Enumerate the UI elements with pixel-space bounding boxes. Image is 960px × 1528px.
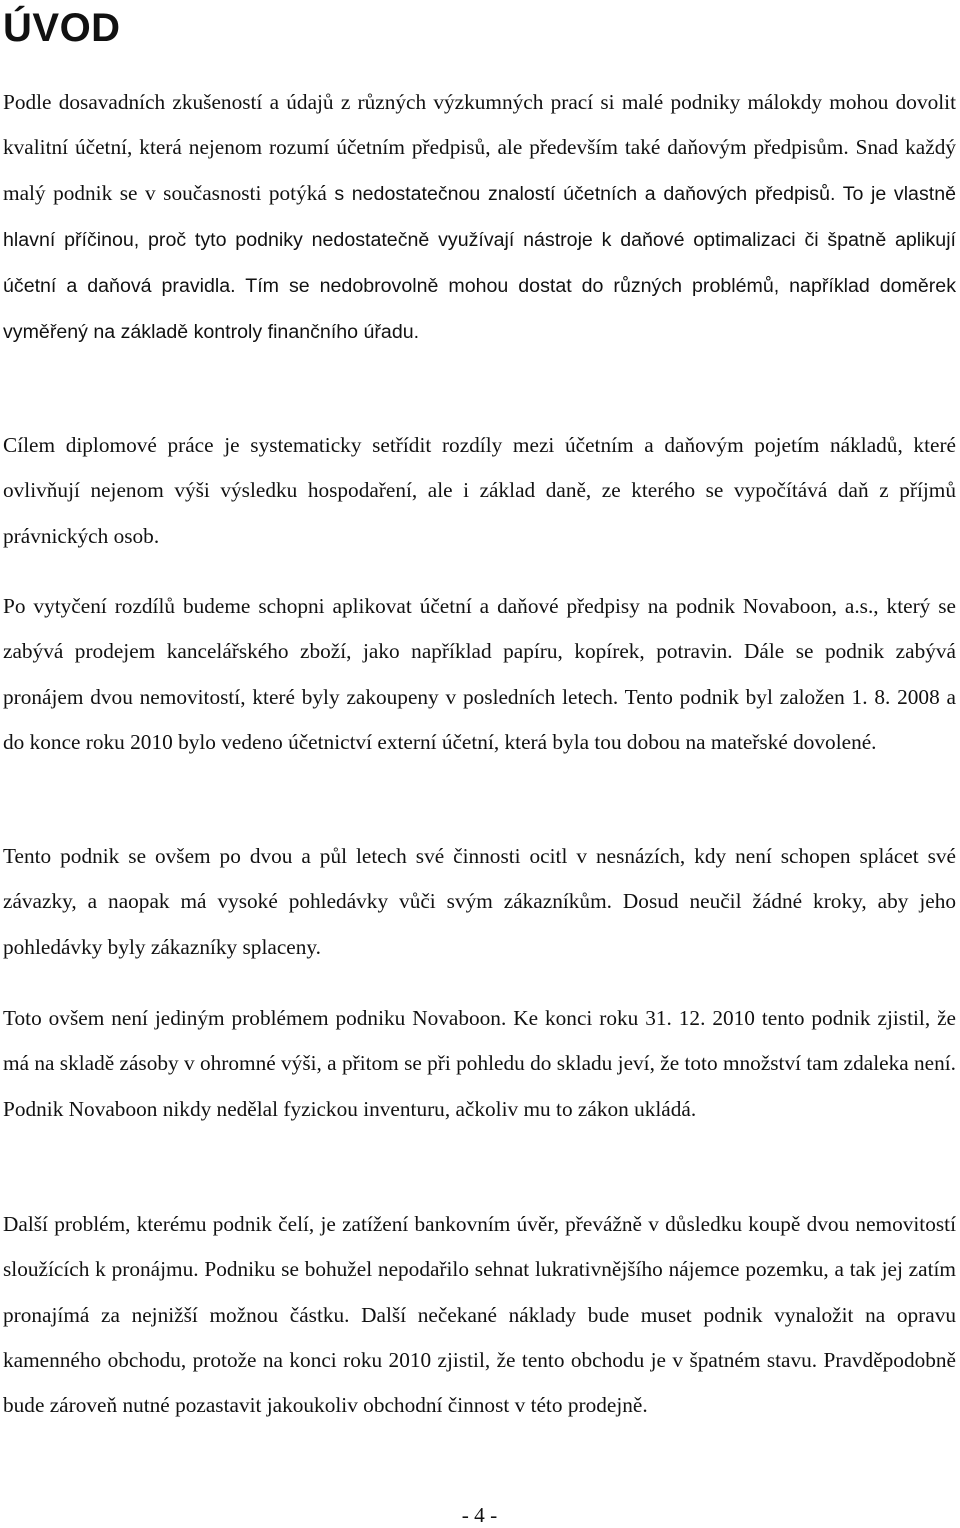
paragraph-intro-serif-text: Podle dosavadních zkušeností a údajů z různých výzkumných prací si malé podniky málokdy mohou dovolit kvalitní účetní, která nejenom rozumí účetním předpisů, ale především také daňovým předpisům. Snad každý malý podnik se v současnosti potýká	[3, 90, 956, 205]
paragraph-intro	[3, 80, 956, 356]
paragraph-thesis-goal: Cílem diplomové práce je systematicky setřídit rozdíly mezi účetním a daňovým pojetím nákladů, které ovlivňují nejenom výši výsledku hospodaření, ale i základ daně, ze kterého se vypočítává daň z příjmů právnických osob.	[3, 433, 956, 548]
paragraph-inventory-problem: Toto ovšem není jediným problémem podniku Novaboon. Ke konci roku 31. 12. 2010 tento podnik zjistil, že má na skladě zásoby v ohromné výši, a přitom se při pohledu do skladu jeví, že toto množství tam zdaleka není. Podnik Novaboon nikdy nedělal fyzickou inventuru, ačkoliv mu to zákon ukládá.	[3, 1006, 956, 1121]
paragraph-company-novaboon: Po vytyčení rozdílů budeme schopni aplikovat účetní a daňové předpisy na podnik Novaboon, a.s., který se zabývá prodejem kancelářského zboží, jako například papíru, kopírek, potravin. Dále se podnik zabývá pronájem dvou nemovitostí, které byly zakoupeny v posledních letech. Tento podnik byl založen 1. 8. 2008 a do konce roku 2010 bylo vedeno účetnictví externí účetní, která byla tou dobou na mateřské dovolené.	[3, 594, 956, 754]
section-heading: ÚVOD	[3, 6, 121, 50]
page-number: - 4 -	[461, 1503, 498, 1527]
paragraph-debt-problem: Tento podnik se ovšem po dvou a půl letech své činnosti ocitl v nesnázích, kdy není schopen splácet své závazky, a naopak má vysoké pohledávky vůči svým zákazníkům. Dosud neučil žádné kroky, aby jeho pohledávky byly zákazníky splaceny.	[3, 844, 956, 959]
paragraph-loan-problem: Další problém, kterému podnik čelí, je zatížení bankovním úvěr, převážně v důsledku koupě dvou nemovitostí sloužících k pronájmu. Podniku se bohužel nepodařilo sehnat lukrativnějšího nájemce pozemku, a tak jej zatím pronajímá za nejnižší možnou částku. Další nečekané náklady bude muset podnik vynaložit na opravu kamenného obchodu, protože na konci roku 2010 zjistil, že tento obchodu je v špatném stavu. Pravděpodobně bude zároveň nutné pozastavit jakoukoliv obchodní činnost v této prodejně.	[3, 1212, 956, 1418]
paragraph-intro-sans-text: s nedostatečnou znalostí účetních a daňových předpisů. To je vlastně hlavní příčinou, proč tyto podniky nedostatečně využívají nástroje k daňové optimalizaci či špatně aplikují účetní a daňová pravidla. Tím se nedobrovolně mohou dostat do různých problémů, například doměrek vyměřený na základě kontroly finančního úřadu.	[3, 182, 956, 344]
document-page	[3, 0, 956, 1528]
